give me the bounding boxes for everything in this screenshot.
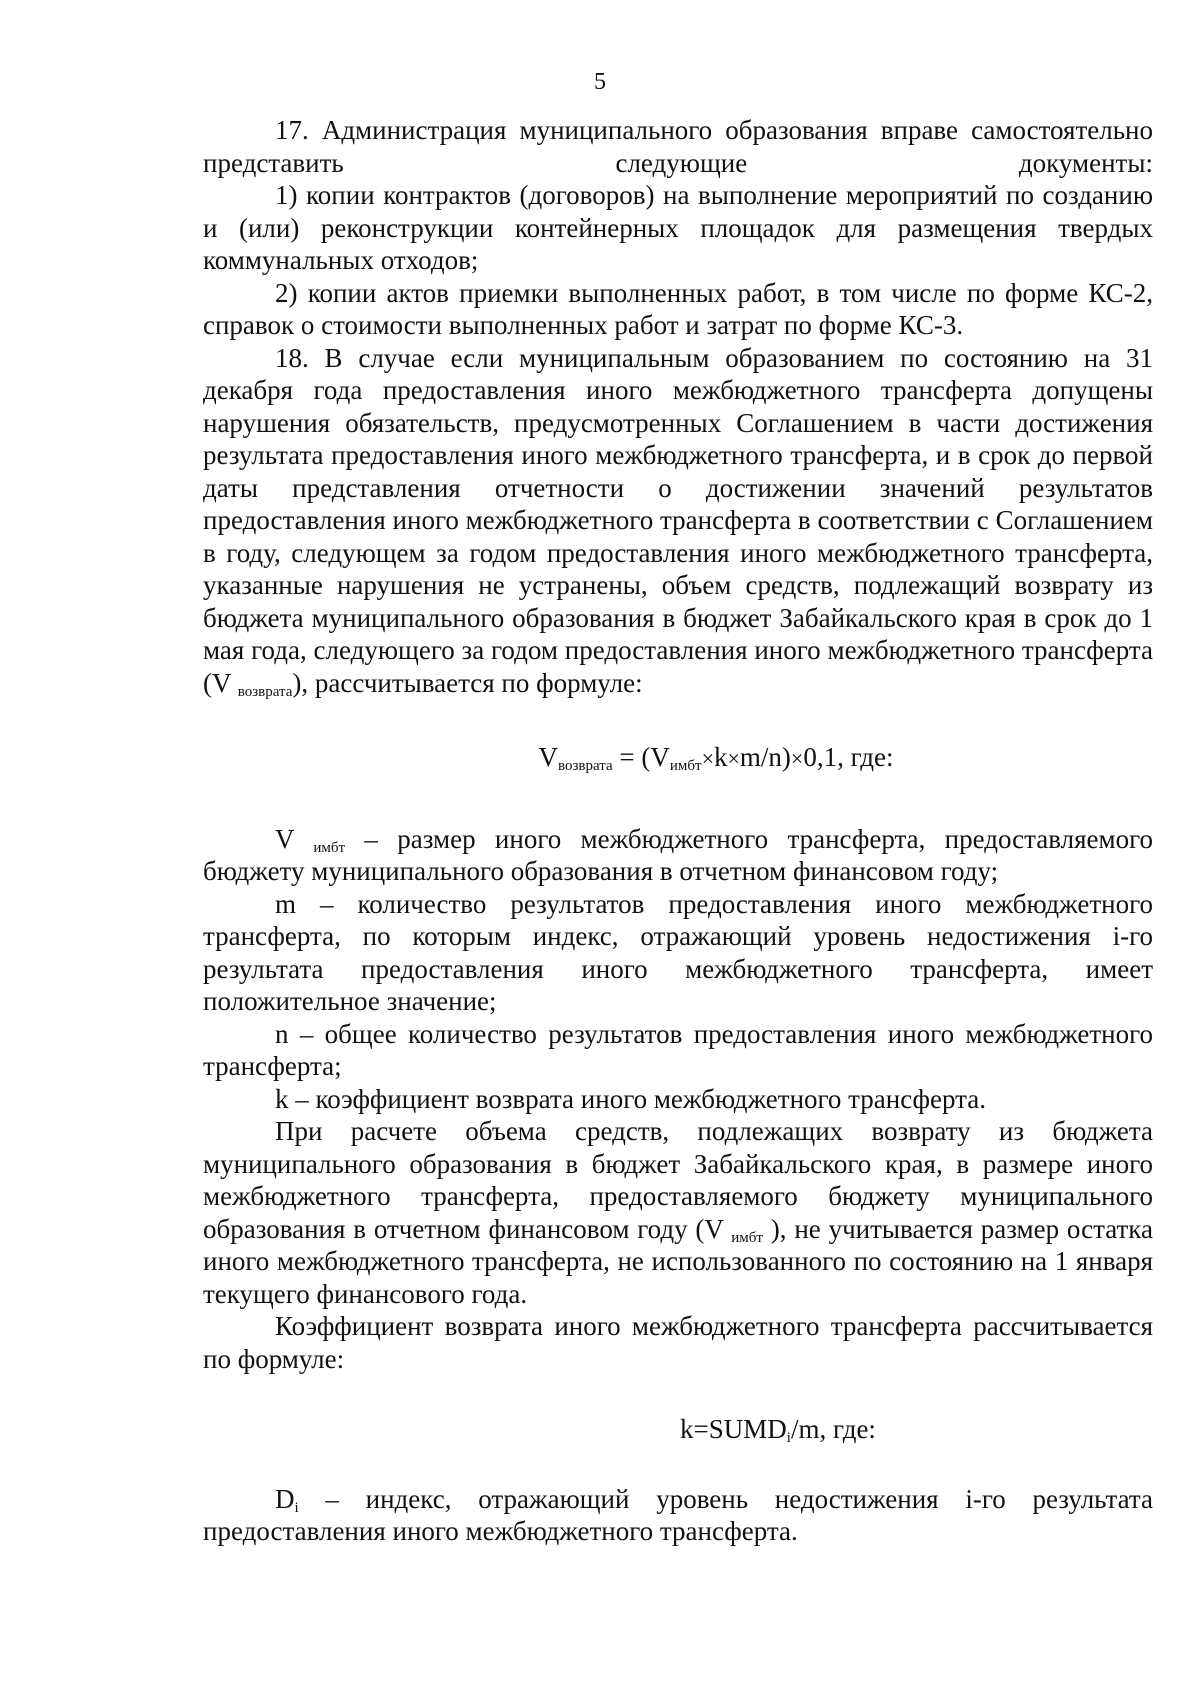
paragraph-calculation-note bbox=[203, 1115, 1153, 1310]
calculation-note-subscript: имбт bbox=[731, 1229, 763, 1246]
page-number: 5 bbox=[594, 69, 606, 95]
formula1-tail: 0,1, где: bbox=[803, 742, 894, 772]
calculation-note-text: При расчете объема средств, подлежащих возврату из бюджета муниципального образования в бюджет Забайкальского края, в размере иного межбюджетного трансферта, предоставляемого бюджету муниципального образования в отчетном финансовом году (V bbox=[203, 1116, 1153, 1244]
coefficient-intro-text: Коэффициент возврата иного межбюджетного трансферта рассчитывается по формуле: bbox=[203, 1311, 1153, 1374]
formula1-v-subscript: имбт bbox=[669, 758, 702, 774]
formula1-times-3: × bbox=[790, 746, 804, 771]
definition-d-text: – индекс, отражающий уровень недостижения i-го результата предоставления иного межбюджетного трансферта. bbox=[203, 1483, 1153, 1546]
definition-v-symbol: V bbox=[275, 823, 314, 854]
formula1-lhs: V bbox=[538, 742, 558, 772]
formula1-times-2: × bbox=[727, 746, 740, 771]
v-return-subscript: возврата bbox=[237, 683, 293, 700]
definition-n-text: n – общее количество результатов предоставления иного межбюджетного трансферта; bbox=[203, 1018, 1153, 1081]
definition-d-symbol: D bbox=[275, 1483, 295, 1514]
paragraph-18 bbox=[203, 342, 1153, 700]
definition-m-text: m – количество результатов предоставления иного межбюджетного трансферта, по которым индекс, отражающий уровень недостижения i-го результата предоставления иного межбюджетного трансферта, имеет положительное значение; bbox=[203, 888, 1153, 1016]
definition-d bbox=[203, 1483, 1153, 1548]
definition-m bbox=[203, 888, 1153, 1018]
paragraph-17-item-2 bbox=[203, 277, 1153, 342]
paragraph-17-item-1 bbox=[203, 179, 1153, 277]
paragraph-17-text: 17. Администрация муниципального образования вправе самостоятельно представить следующие документы: bbox=[203, 115, 1153, 178]
calculation-note-tail: ), не учитывается размер остатка иного межбюджетного трансферта, не использованного по состоянию на 1 января текущего финансового года. bbox=[203, 1213, 1153, 1309]
formula1-mn: m/n) bbox=[739, 742, 791, 772]
definition-v-subscript: имбт bbox=[313, 839, 346, 856]
definition-k bbox=[203, 1083, 1153, 1116]
definition-d-subscript: i bbox=[294, 1499, 299, 1516]
paragraph-17 bbox=[203, 114, 1153, 179]
definition-v-imbt bbox=[203, 823, 1153, 888]
formula-coefficient bbox=[203, 1413, 1153, 1446]
paragraph-18-text: 18. В случае если муниципальным образованием по состоянию на 31 декабря года предоставления иного межбюджетного трансферта допущены нарушения обязательств, предусмотренных Соглашением в части достижения результата предоставления иного межбюджетного трансферта, и в срок до первой даты представления отчетности о достижении значений результатов предоставления иного межбюджетного трансферта в соответствии с Соглашением в году, следующем за годом предоставления иного межбюджетного трансферта, указанные нарушения не устранены, объем средств, подлежащий возврату из бюджета муниципального образования в бюджет Забайкальского края в срок до 1 мая года, следующего за годом предоставления иного межбюджетного трансферта (V bbox=[203, 342, 1153, 698]
formula2-tail: /m, где: bbox=[790, 1414, 876, 1444]
formula1-times-1: × bbox=[701, 746, 714, 771]
definition-n bbox=[203, 1018, 1153, 1083]
formula2-subscript: i bbox=[786, 1430, 791, 1446]
document-body bbox=[203, 114, 1153, 1548]
paragraph-17-item-1-text: 1) копии контрактов (договоров) на выполнение мероприятий по созданию и (или) реконструкции контейнерных площадок для размещения твердых коммунальных отходов; bbox=[203, 180, 1153, 275]
formula1-lhs-subscript: возврата bbox=[557, 758, 613, 774]
formula1-k: k bbox=[713, 742, 728, 772]
paragraph-coefficient-intro bbox=[203, 1310, 1153, 1375]
paragraph-18-tail: ), рассчитывается по формуле: bbox=[292, 667, 643, 698]
formula2-head: k=SUMD bbox=[680, 1414, 787, 1444]
formula1-eq: = (V bbox=[612, 742, 670, 772]
formula-return-volume bbox=[203, 741, 1153, 776]
paragraph-17-item-2-text: 2) копии актов приемки выполненных работ, в том числе по форме КС-2, справок о стоимости выполненных работ и затрат по форме КС-3. bbox=[203, 277, 1153, 340]
definition-k-text: k – коэффициент возврата иного межбюджетного трансферта. bbox=[275, 1083, 987, 1114]
definition-v-text: – размер иного межбюджетного трансферта, предоставляемого бюджету муниципального образования в отчетном финансовом году; bbox=[203, 823, 1154, 886]
